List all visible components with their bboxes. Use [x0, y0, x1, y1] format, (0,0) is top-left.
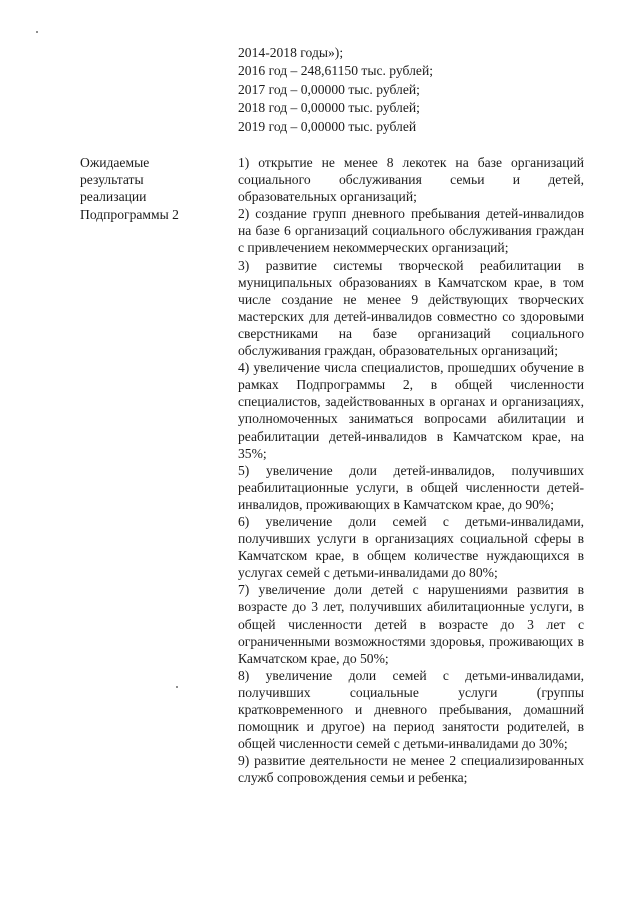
funding-line-2016: 2016 год – 248,61150 тыс. рублей;: [238, 63, 433, 79]
result-item-7: 7) увеличение доли детей с нарушениями развития в возрасте до 3 лет, получивших абилитационные услуги, в общей численности детей в возрасте до 3 лет с ограниченными возможностями здоровья, проживающих в Камчатском крае, до 50%;: [238, 582, 584, 666]
result-item-4: 4) увеличение числа специалистов, прошедших обучение в рамках Подпрограммы 2, в общей численности специалистов, задействованных в органах и организациях, уполномоченных заниматься вопросами абилитации и реабилитации детей-инвалидов в Камчатском крае, на 35%;: [238, 360, 584, 461]
result-item-3: 3) развитие системы творческой реабилитации в муниципальных образованиях в Камчатском крае, в том числе создание не менее 9 действующих творческих мастерских для детей-инвалидов совместно со здоровыми сверстниками на базе организаций социального обслуживания граждан, образовательных организаций;: [238, 257, 584, 359]
scan-speck: [36, 31, 38, 33]
result-item-8: 8) увеличение доли семей с детьми-инвалидами, получивших социальные услуги (группы кратковременного и дневного пребывания, домашний помощник и другое) на период занятости родителей, в общей численности семей с детьми-инвалидами до 30%;: [238, 667, 584, 752]
funding-by-year: [238, 44, 568, 136]
row-label-line: результаты: [80, 172, 144, 188]
row-label-line: реализации: [80, 189, 147, 205]
row-label: [80, 154, 230, 223]
result-item-9: 9) развитие деятельности не менее 2 специализированных служб сопровождения семьи и ребенка;: [238, 753, 584, 786]
result-item-1: 1) открытие не менее 8 лекотек на базе организаций социального обслуживания семьи и детей, образовательных организаций;: [238, 155, 584, 205]
expected-results-list: [238, 154, 584, 786]
result-item-6: 6) увеличение доли семей с детьми-инвалидами, получивших услуги в организациях социальной сферы в Камчатском крае, в общем количестве нуждающихся в услугах семей с детьми-инвалидами до 80%;: [238, 513, 584, 581]
funding-line-program-ref: 2014-2018 годы»);: [238, 45, 344, 60]
scan-speck: [176, 686, 178, 688]
row-label-line: Подпрограммы 2: [80, 206, 179, 222]
funding-line-2017: 2017 год – 0,00000 тыс. рублей;: [238, 81, 420, 97]
funding-line-2018: 2018 год – 0,00000 тыс. рублей;: [238, 100, 420, 116]
row-label-line: Ожидаемые: [80, 155, 150, 170]
funding-line-2019: 2019 год – 0,00000 тыс. рублей: [238, 118, 417, 134]
result-item-5: 5) увеличение доли детей-инвалидов, получивших реабилитационные услуги, в общей численности детей-инвалидов, проживающих в Камчатском крае, до 90%;: [238, 462, 584, 512]
result-item-2: 2) создание групп дневного пребывания детей-инвалидов на базе 6 организаций социального обслуживания граждан с привлечением некоммерческих организаций;: [238, 206, 584, 256]
